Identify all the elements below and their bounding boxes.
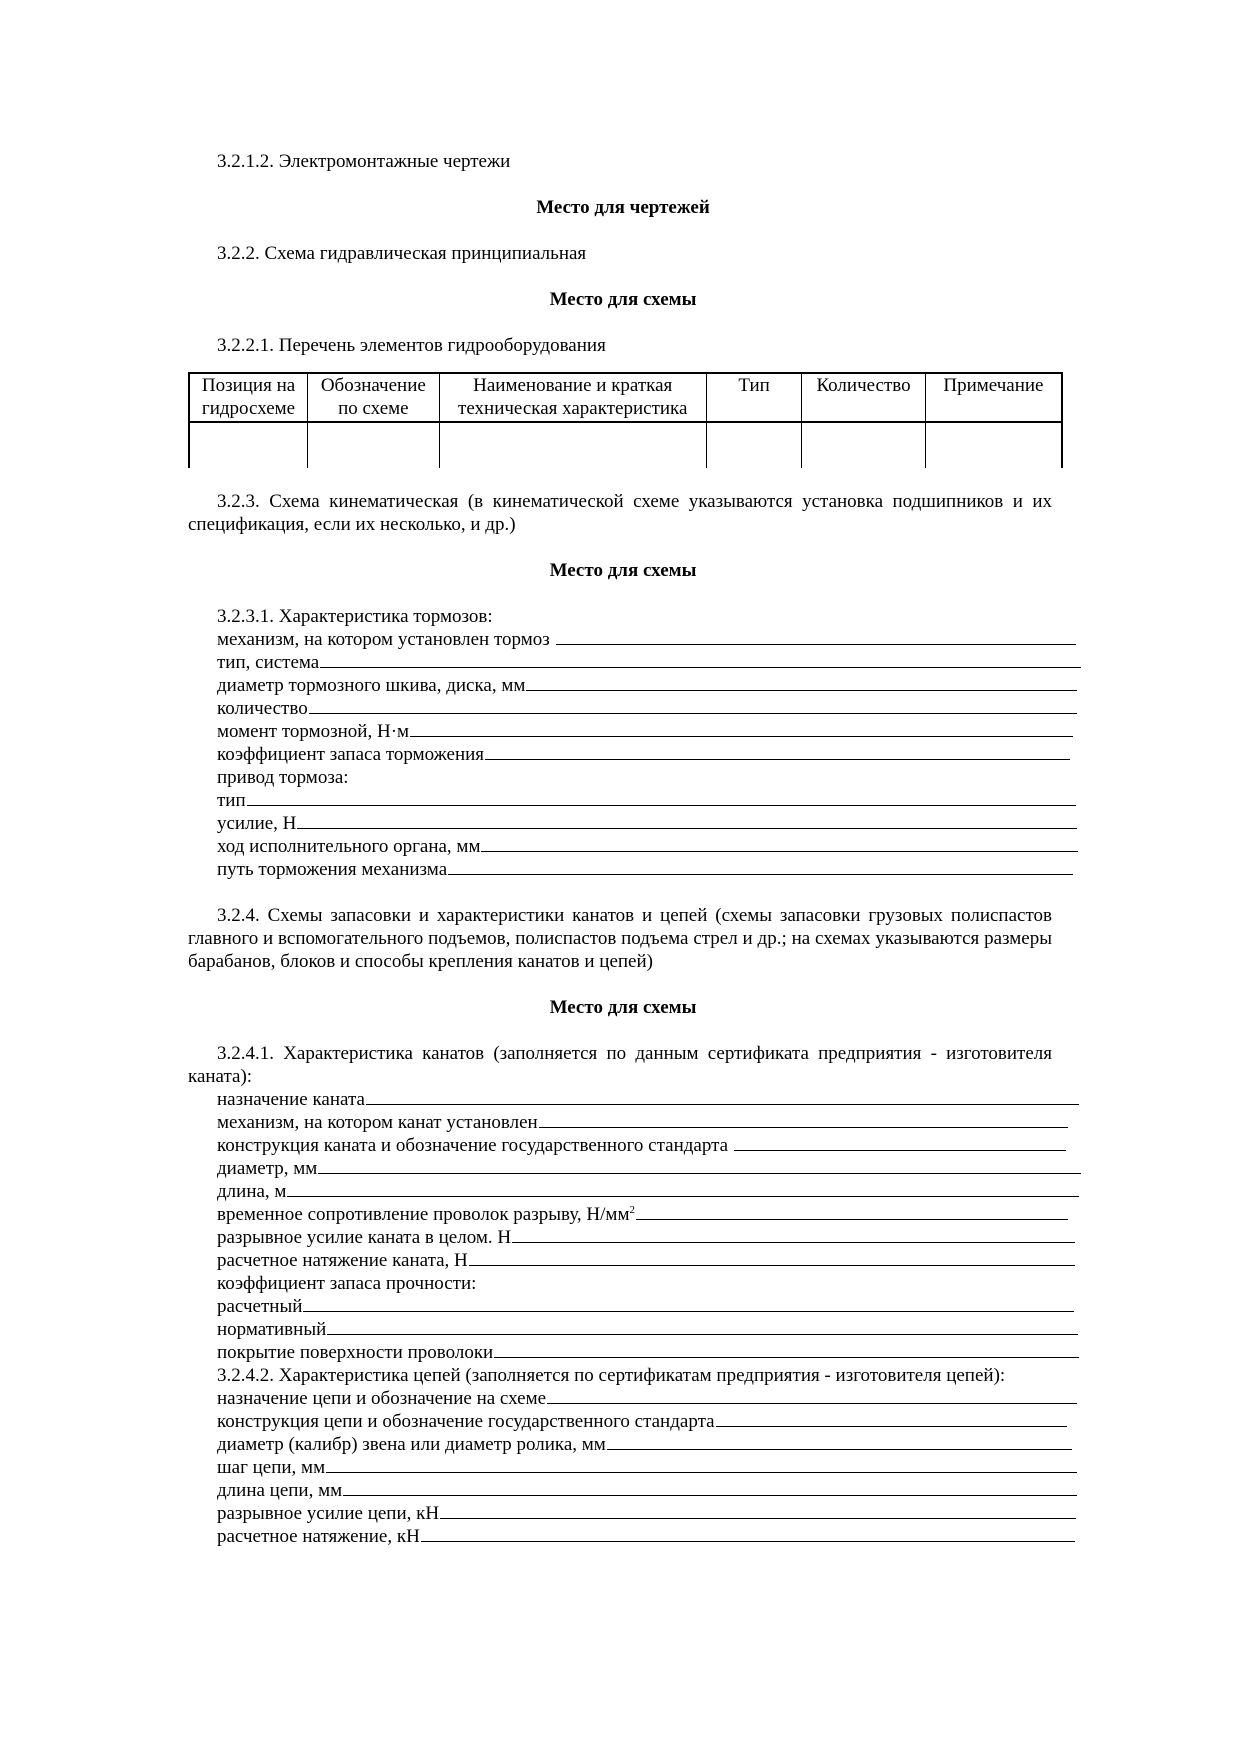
table-row <box>189 422 1062 468</box>
fill-line[interactable] <box>448 859 1073 875</box>
rope-calc-field[interactable]: расчетный <box>188 1295 1074 1318</box>
brake-drive-type-field[interactable]: тип <box>188 789 1076 812</box>
fill-line[interactable] <box>287 1181 1079 1197</box>
rope-mechanism-field[interactable]: механизм, на котором канат установлен <box>188 1111 1068 1134</box>
fill-line[interactable] <box>636 1204 1068 1220</box>
scheme-placeholder-3: Место для схемы <box>549 997 697 1018</box>
fill-line[interactable] <box>309 698 1077 714</box>
fill-line[interactable] <box>320 652 1081 668</box>
col-header-name: Наименование и краткая техническая характеристика <box>439 373 706 422</box>
section-322-heading: 3.2.2. Схема гидравлическая принципиальная <box>217 243 587 264</box>
table-cell[interactable] <box>439 422 706 468</box>
fill-line[interactable] <box>297 813 1077 829</box>
chain-length-field[interactable]: длина цепи, мм <box>188 1479 1077 1502</box>
table-cell[interactable] <box>189 422 308 468</box>
col-header-designation: Обозначение по схеме <box>308 373 440 422</box>
fill-line[interactable] <box>303 1296 1074 1312</box>
rope-tension-field[interactable]: расчетное натяжение каната, Н <box>188 1249 1075 1272</box>
section-3221-heading: 3.2.2.1. Перечень элементов гидрооборудования <box>217 335 606 356</box>
fill-line[interactable] <box>494 1342 1079 1358</box>
chain-pitch-field[interactable]: шаг цепи, мм <box>188 1456 1077 1479</box>
rope-construction-field[interactable]: конструкция каната и обозначение государственного стандарта <box>188 1134 1066 1157</box>
fill-line[interactable] <box>485 744 1070 760</box>
brake-force-field[interactable]: усилие, Н <box>188 812 1077 835</box>
col-header-note: Примечание <box>925 373 1062 422</box>
brake-moment-field[interactable]: момент тормозной, Н·м <box>188 720 1073 743</box>
section-3212-heading: 3.2.1.2. Электромонтажные чертежи <box>217 151 511 172</box>
section-324-heading: 3.2.4. Схемы запасовки и характеристики канатов и цепей (схемы запасовки грузовых полиспастов главного и вспомогательного подъемов, полиспастов подъема стрел и др.; на схемах указываются размеры барабанов, блоков и способы крепления канатов и цепей) <box>188 905 1052 972</box>
fill-line[interactable] <box>469 1250 1075 1266</box>
brake-type-system-field[interactable]: тип, система <box>188 651 1081 674</box>
scheme-placeholder-2: Место для схемы <box>549 560 697 581</box>
col-header-type: Тип <box>706 373 801 422</box>
hydraulic-elements-table <box>188 372 1063 468</box>
fill-line[interactable] <box>410 721 1073 737</box>
fill-line[interactable] <box>366 1089 1079 1105</box>
chain-purpose-field[interactable]: назначение цепи и обозначение на схеме <box>188 1387 1077 1410</box>
rope-diameter-field[interactable]: диаметр, мм <box>188 1157 1081 1180</box>
chain-break-force-field[interactable]: разрывное усилие цепи, кН <box>188 1502 1076 1525</box>
brake-mechanism-field[interactable]: механизм, на котором установлен тормоз <box>188 628 1076 651</box>
fill-line[interactable] <box>547 1388 1077 1404</box>
fill-line[interactable] <box>512 1227 1075 1243</box>
section-3241-heading: 3.2.4.1. Характеристика канатов (заполняется по данным сертификата предприятия - изготовителя каната): <box>188 1043 1052 1087</box>
fill-line[interactable] <box>734 1135 1066 1151</box>
rope-purpose-field[interactable]: назначение каната <box>188 1088 1079 1111</box>
chain-construction-field[interactable]: конструкция цепи и обозначение государственного стандарта <box>188 1410 1067 1433</box>
brake-stroke-field[interactable]: ход исполнительного органа, мм <box>188 835 1078 858</box>
rope-tensile-field[interactable]: временное сопротивление проволок разрыву, $Н/мм^2$ <box>188 1203 1068 1226</box>
rope-length-field[interactable]: длина, м <box>188 1180 1079 1203</box>
brake-coef-field[interactable]: коэффициент запаса торможения <box>188 743 1070 766</box>
rope-safety-label: коэффициент запаса прочности: <box>217 1273 477 1294</box>
fill-line[interactable] <box>556 629 1076 645</box>
fill-line[interactable] <box>607 1434 1072 1450</box>
rope-break-force-field[interactable]: разрывное усилие каната в целом. Н <box>188 1226 1075 1249</box>
scheme-placeholder: Место для схемы <box>549 289 697 310</box>
fill-line[interactable] <box>421 1526 1075 1542</box>
section-3242-heading: 3.2.4.2. Характеристика цепей (заполняется по сертификатам предприятия - изготовителя цепей): <box>217 1365 1006 1386</box>
col-header-quantity: Количество <box>802 373 926 422</box>
drawings-placeholder: Место для чертежей <box>536 197 710 218</box>
table-cell[interactable] <box>308 422 440 468</box>
rope-coating-field[interactable]: покрытие поверхности проволоки <box>188 1341 1079 1364</box>
fill-line[interactable] <box>247 790 1076 806</box>
fill-line[interactable] <box>327 1319 1078 1335</box>
section-3231-heading: 3.2.3.1. Характеристика тормозов: <box>217 606 493 627</box>
chain-tension-field[interactable]: расчетное натяжение, кН <box>188 1525 1075 1548</box>
table-header-row <box>189 373 1062 422</box>
chain-diameter-field[interactable]: диаметр (калибр) звена или диаметр ролика, мм <box>188 1433 1072 1456</box>
table-cell[interactable] <box>706 422 801 468</box>
fill-line[interactable] <box>481 836 1078 852</box>
fill-line[interactable] <box>716 1411 1067 1427</box>
rope-norm-field[interactable]: нормативный <box>188 1318 1078 1341</box>
fill-line[interactable] <box>326 1457 1077 1473</box>
brake-quantity-field[interactable]: количество <box>188 697 1077 720</box>
table-cell[interactable] <box>925 422 1062 468</box>
fill-line[interactable] <box>539 1112 1068 1128</box>
col-header-position: Позиция на гидросхеме <box>189 373 308 422</box>
brake-path-field[interactable]: путь торможения механизма <box>188 858 1073 881</box>
fill-line[interactable] <box>440 1503 1076 1519</box>
brake-diameter-field[interactable]: диаметр тормозного шкива, диска, мм <box>188 674 1077 697</box>
document-page <box>188 150 1052 1548</box>
table-cell[interactable] <box>802 422 926 468</box>
fill-line[interactable] <box>318 1158 1081 1174</box>
fill-line[interactable] <box>343 1480 1077 1496</box>
fill-line[interactable] <box>526 675 1077 691</box>
brake-drive-label: привод тормоза: <box>217 767 349 788</box>
section-323-heading: 3.2.3. Схема кинематическая (в кинематической схеме указываются установка подшипников и их спецификация, если их несколько, и др.) <box>188 491 1052 535</box>
